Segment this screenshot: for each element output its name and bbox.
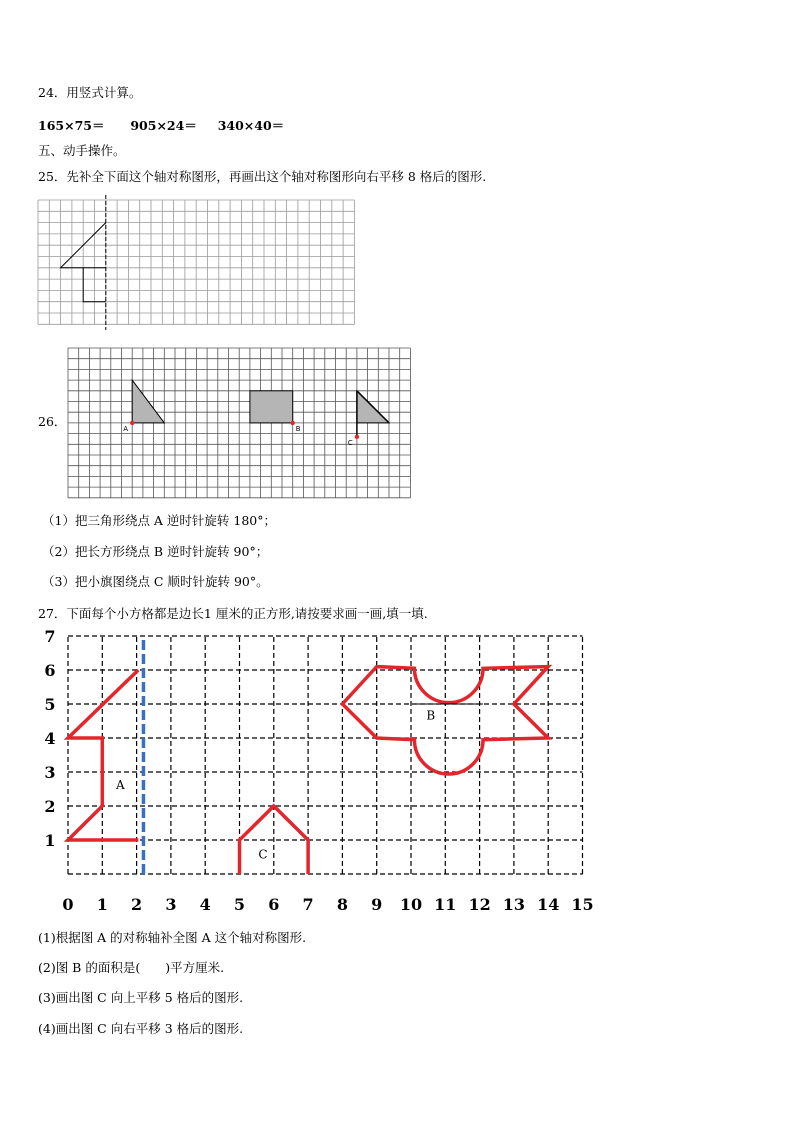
- point-c: [355, 435, 359, 439]
- x-tick-label: 5: [233, 895, 246, 914]
- q25-grid: [0, 195, 794, 335]
- q27-step-2: (2)图 B 的面积是( )平方厘米.: [38, 960, 225, 975]
- x-tick-label: 15: [571, 895, 594, 914]
- section-5-title: 五、动手操作。: [38, 143, 126, 158]
- x-tick-label: 2: [131, 895, 143, 914]
- x-tick-label: 0: [62, 895, 74, 914]
- q24-expression-1: 165×75＝: [38, 118, 105, 133]
- x-tick-label: 10: [399, 895, 423, 914]
- x-tick-label: 4: [199, 895, 211, 914]
- point-b-label: B: [295, 424, 301, 433]
- q26-step-2: （2）把长方形绕点 B 逆时针旋转 90°；: [42, 544, 269, 559]
- q27-grid: [0, 625, 794, 920]
- x-tick-label: 3: [165, 895, 177, 914]
- rectangle: [250, 391, 293, 423]
- q26-number: 26．: [38, 414, 67, 429]
- y-tick-label: 7: [44, 627, 56, 646]
- q24-title: 24．用竖式计算。: [38, 85, 142, 100]
- y-tick-label: 6: [44, 661, 56, 680]
- shape-b-label: B: [426, 708, 436, 723]
- q27-step-4: (4)画出图 C 向右平移 3 格后的图形.: [38, 1021, 244, 1036]
- q27-step-1: (1)根据图 A 的对称轴补全图 A 这个轴对称图形.: [38, 930, 307, 945]
- q27-title: 27．下面每个小方格都是边长1 厘米的正方形,请按要求画一画,填一填.: [38, 606, 428, 621]
- y-tick-label: 5: [44, 695, 56, 714]
- shape-a: [68, 670, 138, 840]
- q24-expressions: [38, 116, 284, 134]
- point-c-label: C: [347, 438, 353, 447]
- point-b: [291, 421, 295, 425]
- q25-grid-lines: [38, 200, 354, 324]
- x-tick-label: 1: [96, 895, 108, 914]
- x-tick-label: 12: [468, 895, 491, 914]
- q24-expression-3: 340×40＝: [217, 118, 285, 133]
- shape-a-label: A: [116, 778, 125, 792]
- q26-step-1: （1）把三角形绕点 A 逆时针旋转 180°；: [42, 513, 277, 528]
- x-tick-label: 11: [434, 895, 457, 914]
- y-tick-label: 4: [44, 729, 56, 748]
- y-tick-label: 1: [44, 831, 56, 850]
- x-tick-label: 13: [502, 895, 526, 914]
- q27-step-3: (3)画出图 C 向上平移 5 格后的图形.: [38, 990, 244, 1005]
- q24-expression-2: 905×24＝: [130, 118, 197, 133]
- x-tick-label: 9: [371, 895, 383, 914]
- y-tick-label: 2: [44, 797, 56, 816]
- point-a-label: A: [123, 424, 128, 433]
- q26-grid: [0, 342, 794, 502]
- point-a: [130, 421, 134, 425]
- x-tick-label: 14: [537, 895, 560, 914]
- shape-c-label: C: [258, 847, 268, 862]
- x-tick-label: 6: [268, 895, 280, 914]
- q26-step-3: （3）把小旗图绕点 C 顺时针旋转 90°。: [42, 574, 269, 589]
- x-tick-label: 8: [336, 895, 348, 914]
- x-tick-label: 7: [302, 895, 314, 914]
- q25-title: 25．先补全下面这个轴对称图形，再画出这个轴对称图形向右平移 8 格后的图形.: [38, 169, 487, 184]
- y-tick-label: 3: [44, 763, 56, 782]
